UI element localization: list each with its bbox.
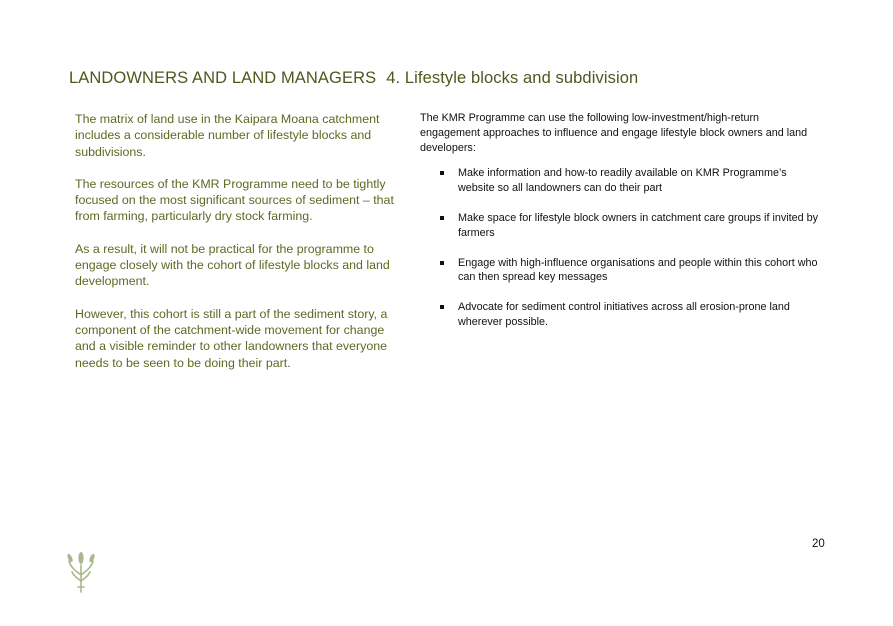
list-item bbox=[420, 256, 820, 286]
page-number: 20 bbox=[812, 538, 825, 550]
square-bullet-icon bbox=[440, 261, 444, 265]
bullet-text: Advocate for sediment control initiatives across all erosion-prone land wherever possible. bbox=[458, 301, 790, 328]
page-title-section: 4. Lifestyle blocks and subdivision bbox=[386, 69, 639, 87]
left-paragraph: However, this cohort is still a part of the sediment story, a component of the catchment-wide movement for change and a visible reminder to other landowners that everyone needs to be seen to be doing their part. bbox=[75, 306, 388, 370]
right-intro: The KMR Programme can use the following low-investment/high-return engagement approaches to influence and engage lifestyle block owners and land developers: bbox=[420, 112, 808, 154]
page-title-main: LANDOWNERS AND LAND MANAGERS bbox=[69, 69, 377, 87]
bullet-text: Engage with high-influence organisations and people within this cohort who can then spread key messages bbox=[458, 256, 818, 284]
plant-sprig-logo-icon bbox=[67, 551, 95, 593]
square-bullet-icon bbox=[440, 171, 444, 175]
left-paragraph: The resources of the KMR Programme need to be tightly focused on the most significant sources of sediment – that from farming, particularly dry stock farming. bbox=[75, 176, 394, 224]
list-item bbox=[420, 166, 820, 196]
page-title bbox=[69, 69, 638, 88]
square-bullet-icon bbox=[440, 305, 444, 309]
bullet-list bbox=[420, 166, 820, 329]
bullet-text: Make space for lifestyle block owners in catchment care groups if invited by farmers bbox=[458, 211, 819, 239]
left-paragraph: As a result, it will not be practical for the programme to engage closely with the cohort of lifestyle blocks and land development. bbox=[75, 241, 390, 289]
list-item bbox=[420, 211, 820, 241]
bullet-text: Make information and how-to readily available on KMR Programme’s website so all landowners can do their part bbox=[458, 167, 787, 195]
left-paragraph: The matrix of land use in the Kaipara Moana catchment includes a considerable number of lifestyle blocks and subdivisions. bbox=[75, 112, 380, 159]
square-bullet-icon bbox=[440, 216, 444, 220]
left-column bbox=[75, 111, 395, 387]
list-item bbox=[420, 300, 820, 330]
right-column bbox=[420, 111, 820, 345]
